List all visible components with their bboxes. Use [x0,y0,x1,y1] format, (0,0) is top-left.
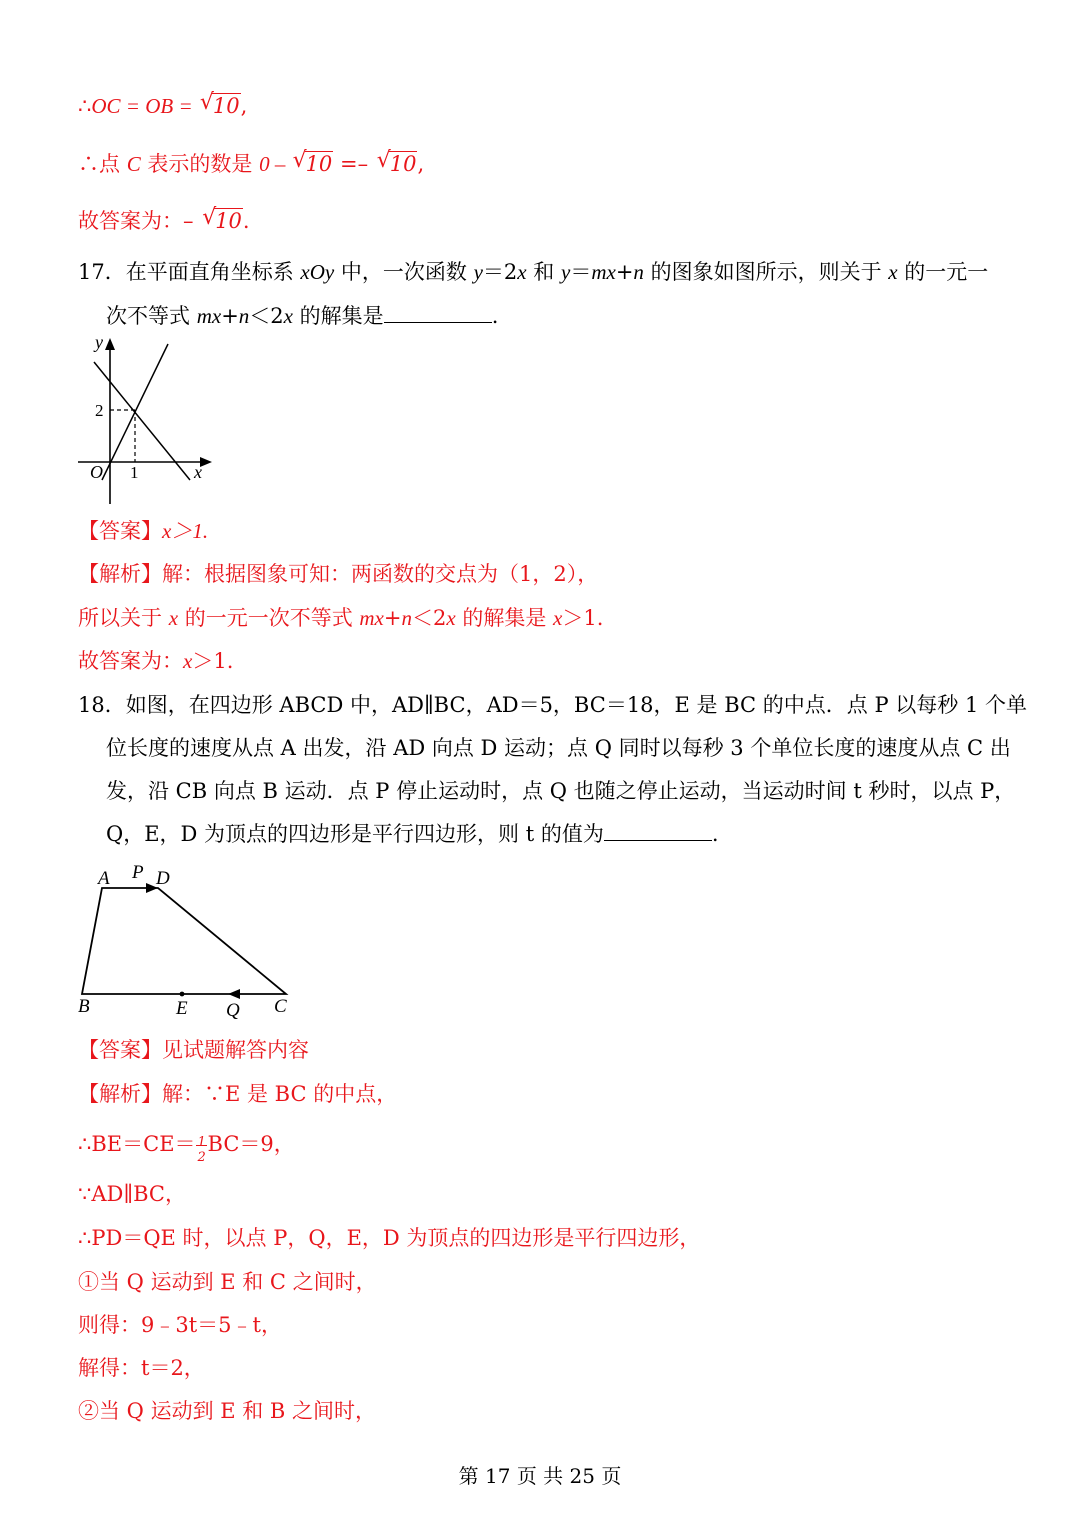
q18-analysis5: ①当 Q 运动到 E 和 C 之间时， [78,1270,377,1294]
label-c: C [274,996,287,1017]
answer-blank [384,302,492,323]
q18-trapezoid-figure [70,860,300,1022]
q18-analysis8: ②当 Q 运动到 E 和 B 之间时， [78,1399,377,1423]
point-e [180,992,185,997]
q18-question-line1: 18．如图，在四边形 ABCD 中，AD∥BC，AD＝5，BC＝18，E 是 BC 的中点．点 P 以每秒 1 个单 [78,693,1027,717]
y-axis-arrow [105,338,115,350]
label-q: Q [226,1000,240,1021]
label-b: B [78,996,90,1017]
arrow-q [228,989,240,999]
q16-line-point-c: ∴点 C 表示的数是 0 – √ 10 =– √ 10, [78,148,425,176]
q18-analysis4: ∴PD＝QE 时，以点 P，Q，E，D 为顶点的四边形是平行四边形， [78,1226,701,1250]
fraction-one-half: 1 2 [197,1134,206,1165]
label-d: D [156,868,170,889]
q17-question-line2: 次不等式 mx+n＜2x 的解集是 . [106,304,499,328]
q18-answer: 【答案】见试题解答内容 [78,1038,309,1062]
q17-question-line1: 17．在平面直角坐标系 xOy 中，一次函数 y＝2x 和 y＝mx+n 的图象如图所示，则关于 x 的一元一 [78,260,989,284]
q16-line-oc-ob: ∴OC = OB = √ 10, [78,90,248,118]
q17-analysis1: 【解析】解：根据图象可知：两函数的交点为（1，2）， [78,562,599,586]
trapezoid-abcd [82,888,286,994]
q17-graph-figure [78,332,218,510]
answer-blank [604,820,712,841]
x-label: x [194,462,202,482]
q18-analysis7: 解得：t＝2， [78,1356,205,1380]
q16-answer: 故答案为：– √ 10. [78,205,250,233]
page-footer: 第 17 页 共 25 页 [458,1464,622,1488]
q18-question-line2: 位长度的速度从点 A 出发，沿 AD 向点 D 运动；点 Q 同时以每秒 3 个单位长度的速度从点 C 出 [106,736,1011,760]
label-p: P [132,862,144,883]
q18-analysis2: ∴BE＝CE＝ 1 2 BC＝9， [78,1132,295,1165]
q17-analysis3: 故答案为：x＞1. [78,649,234,673]
q18-analysis1: 【解析】解：∵E 是 BC 的中点， [78,1082,398,1106]
q18-question-line3: 发，沿 CB 向点 B 运动．点 P 停止运动时，点 Q 也随之停止运动，当运动时间 t 秒时，以点 P， [106,779,1016,803]
label-a: A [98,868,110,889]
q18-analysis6: 则得：9﹣3t＝5﹣t， [78,1313,282,1337]
q17-analysis2: 所以关于 x 的一元一次不等式 mx+n＜2x 的解集是 x＞1. [78,606,604,630]
label-e: E [176,998,188,1019]
origin-label: O [90,462,103,482]
y-label: y [95,332,103,352]
q18-analysis3: ∵AD∥BC， [78,1182,186,1206]
q17-answer: 【答案】x＞1. [78,519,209,543]
q18-question-line4: Q，E，D 为顶点的四边形是平行四边形，则 t 的值为 . [106,822,719,846]
tick-x-label: 1 [130,463,139,482]
tick-y-label: 2 [95,401,104,420]
